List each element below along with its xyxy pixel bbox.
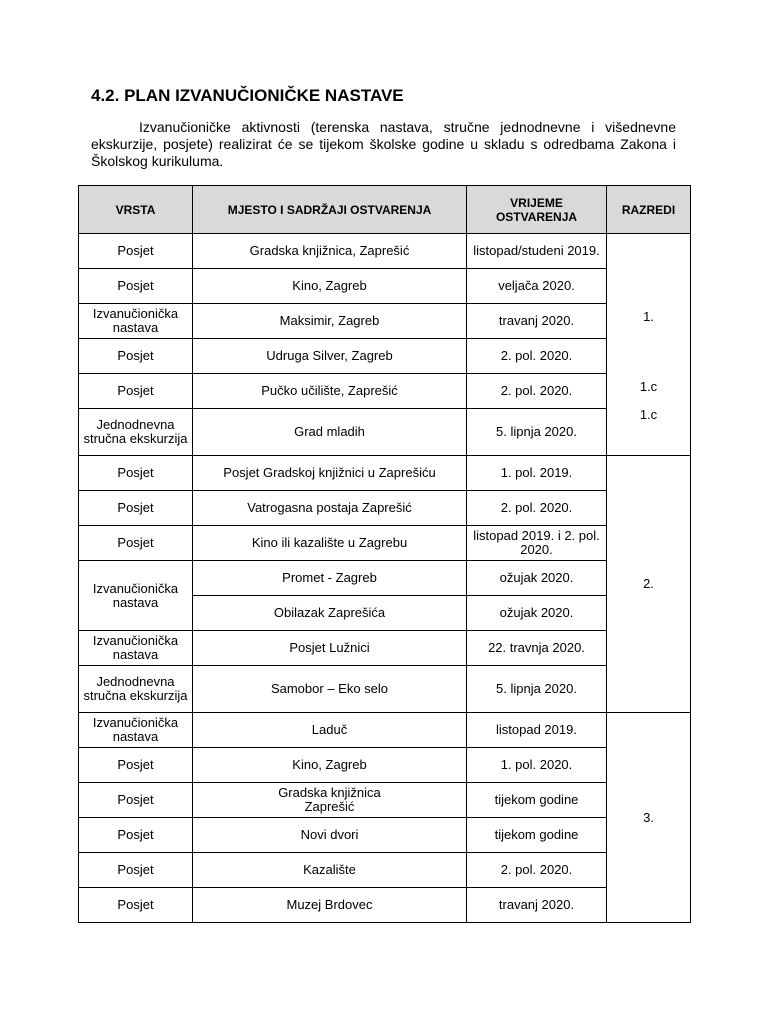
cell-mjesto: Maksimir, Zagreb bbox=[193, 304, 467, 339]
table-row bbox=[79, 783, 691, 818]
cell-vrijeme: 5. lipnja 2020. bbox=[467, 409, 607, 456]
table-row bbox=[79, 818, 691, 853]
cell-vrsta: Posjet bbox=[79, 491, 193, 526]
cell-mjesto: Novi dvori bbox=[193, 818, 467, 853]
cell-vrsta: Posjet bbox=[79, 748, 193, 783]
cell-vrsta: Posjet bbox=[79, 783, 193, 818]
cell-vrsta: Posjet bbox=[79, 888, 193, 923]
cell-vrijeme: tijekom godine bbox=[467, 783, 607, 818]
section-title: 4.2. PLAN IZVANUČIONIČKE NASTAVE bbox=[91, 86, 404, 105]
razredi-value: 1.c bbox=[639, 406, 658, 422]
cell-vrsta: Jednodnevna stručna ekskurzija bbox=[79, 666, 193, 713]
cell-vrijeme: 1. pol. 2020. bbox=[467, 748, 607, 783]
cell-mjesto: Grad mladih bbox=[193, 409, 467, 456]
cell-vrsta: Izvanučionička nastava bbox=[79, 304, 193, 339]
header-razredi: RAZREDI bbox=[607, 186, 691, 234]
cell-vrsta: Posjet bbox=[79, 456, 193, 491]
cell-razredi-group-1 bbox=[607, 234, 691, 456]
razredi-value: 1.c bbox=[639, 378, 658, 394]
cell-vrijeme: ožujak 2020. bbox=[467, 596, 607, 631]
table-row bbox=[79, 666, 691, 713]
cell-mjesto: Promet - Zagreb bbox=[193, 561, 467, 596]
cell-razredi-group-3: 3. bbox=[607, 713, 691, 923]
table-row bbox=[79, 713, 691, 748]
cell-vrsta: Posjet bbox=[79, 818, 193, 853]
cell-vrijeme: 1. pol. 2019. bbox=[467, 456, 607, 491]
cell-mjesto: Kino ili kazalište u Zagrebu bbox=[193, 526, 467, 561]
cell-mjesto: Vatrogasna postaja Zaprešić bbox=[193, 491, 467, 526]
cell-vrijeme: tijekom godine bbox=[467, 818, 607, 853]
table-row bbox=[79, 888, 691, 923]
cell-mjesto: Udruga Silver, Zagreb bbox=[193, 339, 467, 374]
cell-vrijeme: 22. travnja 2020. bbox=[467, 631, 607, 666]
table-row bbox=[79, 339, 691, 374]
cell-razredi-group-2: 2. bbox=[607, 456, 691, 713]
cell-mjesto: Samobor – Eko selo bbox=[193, 666, 467, 713]
cell-mjesto: Laduč bbox=[193, 713, 467, 748]
table-row bbox=[79, 748, 691, 783]
cell-mjesto: Obilazak Zaprešića bbox=[193, 596, 467, 631]
table-row bbox=[79, 491, 691, 526]
header-mjesto: MJESTO I SADRŽAJI OSTVARENJA bbox=[193, 186, 467, 234]
table-header-row bbox=[79, 186, 691, 234]
activity-plan-table bbox=[78, 185, 691, 923]
cell-vrsta: Posjet bbox=[79, 269, 193, 304]
cell-vrsta: Jednodnevna stručna ekskurzija bbox=[79, 409, 193, 456]
cell-mjesto: Posjet Lužnici bbox=[193, 631, 467, 666]
cell-vrijeme: 2. pol. 2020. bbox=[467, 339, 607, 374]
cell-vrsta: Posjet bbox=[79, 374, 193, 409]
cell-mjesto: Posjet Gradskoj knjižnici u Zaprešiću bbox=[193, 456, 467, 491]
cell-vrijeme: listopad 2019. bbox=[467, 713, 607, 748]
cell-vrsta: Posjet bbox=[79, 853, 193, 888]
intro-paragraph: Izvanučioničke aktivnosti (terenska nastava, stručne jednodnevne i višednevne ekskurzije, posjete) realizirat će se tijekom školske godine u skladu s odredbama Zakona i Školskog kurikuluma. bbox=[91, 119, 676, 169]
table-row bbox=[79, 409, 691, 456]
cell-mjesto: Kazalište bbox=[193, 853, 467, 888]
cell-vrijeme: 5. lipnja 2020. bbox=[467, 666, 607, 713]
cell-vrijeme: ožujak 2020. bbox=[467, 561, 607, 596]
cell-vrsta: Izvanučionička nastava bbox=[79, 631, 193, 666]
table-row bbox=[79, 853, 691, 888]
cell-vrsta: Izvanučionička nastava bbox=[79, 561, 193, 631]
table-row bbox=[79, 561, 691, 596]
cell-mjesto: Gradska knjižnica, Zaprešić bbox=[193, 234, 467, 269]
cell-mjesto: Kino, Zagreb bbox=[193, 269, 467, 304]
cell-vrsta: Posjet bbox=[79, 339, 193, 374]
table-row bbox=[79, 631, 691, 666]
table-row bbox=[79, 374, 691, 409]
cell-vrijeme: travanj 2020. bbox=[467, 304, 607, 339]
cell-mjesto: Gradska knjižnica Zaprešić bbox=[193, 783, 467, 818]
cell-vrijeme: 2. pol. 2020. bbox=[467, 374, 607, 409]
cell-mjesto: Pučko učilište, Zaprešić bbox=[193, 374, 467, 409]
razredi-value: 1. bbox=[643, 308, 654, 324]
cell-vrsta: Posjet bbox=[79, 526, 193, 561]
cell-vrijeme: listopad 2019. i 2. pol. 2020. bbox=[467, 526, 607, 561]
cell-vrsta: Posjet bbox=[79, 234, 193, 269]
cell-vrijeme: listopad/studeni 2019. bbox=[467, 234, 607, 269]
cell-mjesto: Kino, Zagreb bbox=[193, 748, 467, 783]
cell-vrijeme: 2. pol. 2020. bbox=[467, 491, 607, 526]
cell-vrijeme: travanj 2020. bbox=[467, 888, 607, 923]
cell-vrsta: Izvanučionička nastava bbox=[79, 713, 193, 748]
table-row bbox=[79, 269, 691, 304]
table-row bbox=[79, 234, 691, 269]
table-row bbox=[79, 304, 691, 339]
cell-vrijeme: 2. pol. 2020. bbox=[467, 853, 607, 888]
cell-vrijeme: veljača 2020. bbox=[467, 269, 607, 304]
table-row bbox=[79, 456, 691, 491]
header-vrsta: VRSTA bbox=[79, 186, 193, 234]
header-vrijeme: VRIJEME OSTVARENJA bbox=[467, 186, 607, 234]
table-row bbox=[79, 526, 691, 561]
cell-mjesto: Muzej Brdovec bbox=[193, 888, 467, 923]
